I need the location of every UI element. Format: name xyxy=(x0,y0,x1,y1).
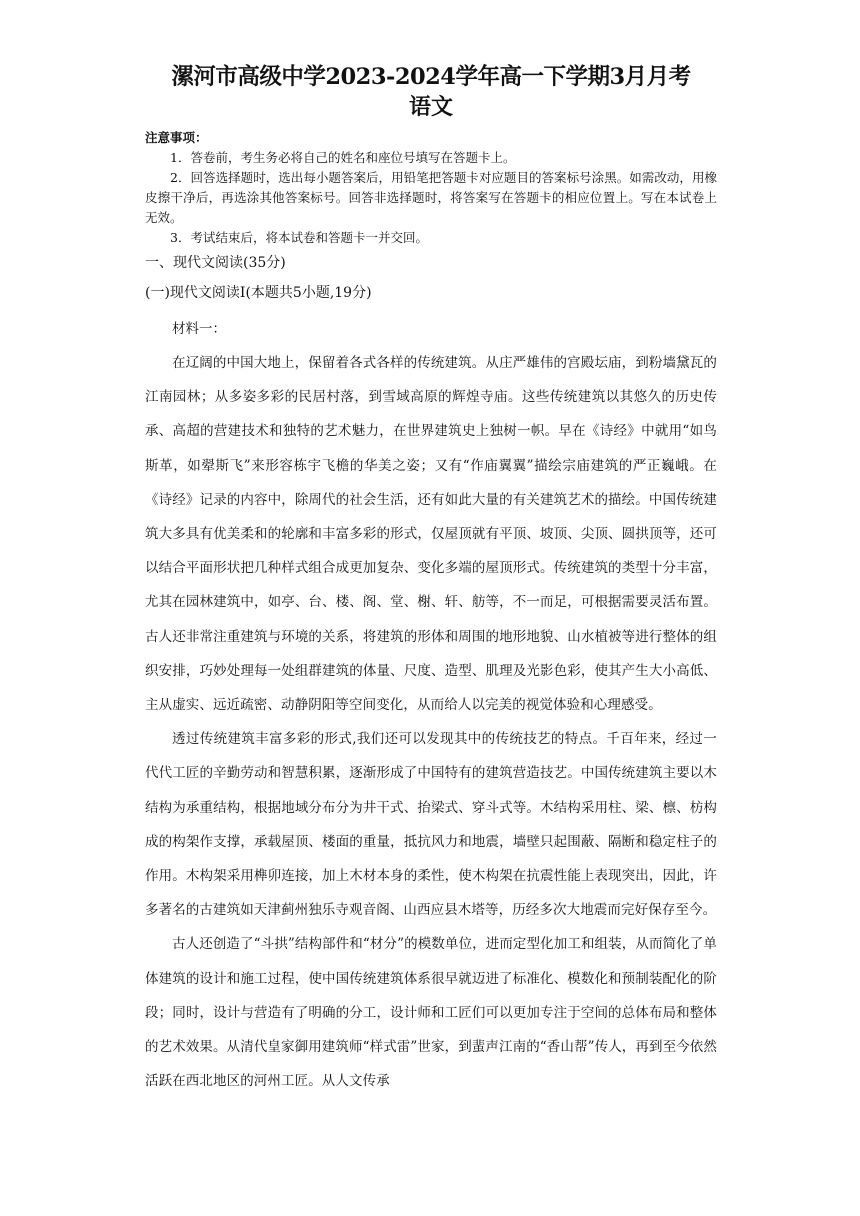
passage-paragraph-2: 透过传统建筑丰富多彩的形式,我们还可以发现其中的传统技艺的特点。千百年来，经过一代代工匠的辛勤劳动和智慧积累，逐渐形成了中国特有的建筑营造技艺。中国传统建筑主要以木结构为承重结构，根据地域分布分为井干式、抬梁式、穿斗式等。木结构采用柱、梁、檩、枋构成的构架作支撑，承载屋顶、楼面的重量，抵抗风力和地震，墙壁只起围蔽、隔断和稳定柱子的作用。木构架采用榫卯连接，加上木材本身的柔性，使木构架在抗震性能上表现突出，因此，许多著名的古建筑如天津蓟州独乐寺观音阁、山西应县木塔等，历经多次大地震而完好保存至今。 xyxy=(145,731,717,919)
notice-heading: 注意事项： xyxy=(145,130,208,145)
notice-block xyxy=(145,128,717,248)
passage-paragraph-1: 在辽阔的中国大地上，保留着各式各样的传统建筑。从庄严雄伟的宫殿坛庙，到粉墙黛瓦的江南园林；从多姿多彩的民居村落，到雪域高原的辉煌寺庙。这些传统建筑以其悠久的历史传承、高超的营建技术和独特的艺术魅力，在世界建筑史上独树一帜。早在《诗经》中就用“如鸟斯革，如翚斯飞”来形容栋宇飞檐的华美之姿；又有“作庙翼翼”描绘宗庙建筑的严正巍峨。在《诗经》记录的内容中，除周代的社会生活，还有如此大量的有关建筑艺术的描绘。中国传统建筑大多具有优美柔和的轮廓和丰富多彩的形式，仅屋顶就有平顶、坡顶、尖顶、圆拱顶等，还可以结合平面形状把几种样式组合成更加复杂、变化多端的屋顶形式。传统建筑的类型十分丰富，尤其在园林建筑中，如亭、台、楼、阁、堂、榭、轩、舫等，不一而足，可根据需要灵活布置。古人还非常注重建筑与环境的关系，将建筑的形体和周围的地形地貌、山水植被等进行整体的组织安排，巧妙处理每一处组群建筑的体量、尺度、造型、肌理及光影色彩，使其产生大小高低、主从虚实、远近疏密、动静阴阳等空间变化，从而给人以完美的视觉体验和心理感受。 xyxy=(145,355,717,714)
subsection-heading: (一)现代文阅读Ⅰ(本题共5小题,19分) xyxy=(145,285,372,301)
reading-passage xyxy=(145,346,717,1098)
exam-subject: 语文 xyxy=(408,94,453,120)
material-label: 材料一： xyxy=(172,321,226,337)
notice-item-2: 2．回答选择题时，选出每小题答案后，用铅笔把答题卡对应题目的答案标号涂黑。如需改动，用橡皮擦干净后，再选涂其他答案标号。回答非选择题时，将答案写在答题卡的相应位置上。写在本试卷上无效。 xyxy=(145,170,717,225)
exam-page xyxy=(145,62,717,1098)
exam-title: 漯河市高级中学2023-2024学年高一下学期3月月考 xyxy=(171,64,691,90)
notice-item-1: 1．答卷前，考生务必将自己的姓名和座位号填写在答题卡上。 xyxy=(170,150,516,165)
notice-item-3: 3．考试结束后，将本试卷和答题卡一并交回。 xyxy=(170,230,428,245)
section-heading: 一、现代文阅读(35分) xyxy=(145,255,286,271)
passage-paragraph-3: 古人还创造了“斗拱”结构部件和“材分”的模数单位，进而定型化加工和组装，从而简化了单体建筑的设计和施工过程，使中国传统建筑体系很早就迈进了标准化、模数化和预制装配化的阶段；同时，设计与营造有了明确的分工，设计师和工匠们可以更加专注于空间的总体布局和整体的艺术效果。从清代皇家御用建筑师“样式雷”世家，到蜚声江南的“香山帮”传人，再到至今依然活跃在西北地区的河州工匠。从人文传承 xyxy=(145,936,718,1090)
